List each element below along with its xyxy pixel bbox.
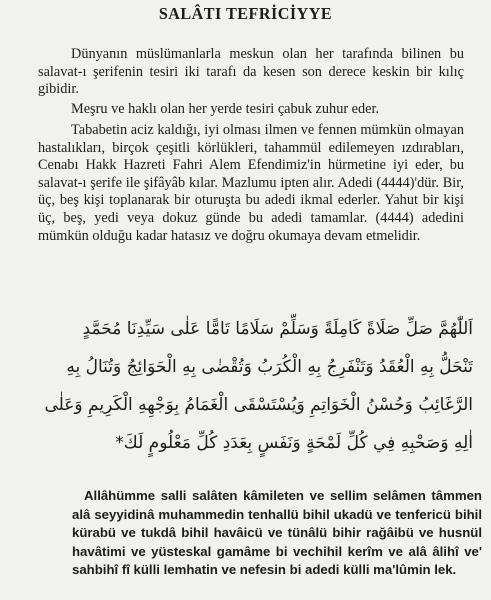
arabic-line: اَللّٰهُمَّ صَلِّ صَلَاةً كَامِلَةً وَسَلِّمْ سَلَامًا تَامًّا عَلٰى سَيِّدِنَا مُحَمَّدٍ <box>82 319 473 339</box>
arabic-line: الرَّغَائِبُ وَحُسْنُ الْخَوَاتِمِ وَيُسْتَسْقَى الْغَمَامُ بِوَجْهِهِ الْكَرِيمِ وَعَلٰى <box>44 395 473 415</box>
arabic-line: اٰلِهِ وَصَحْبِهِ فِي كُلِّ لَمْحَةٍ وَنَفَسٍ بِعَدَدِ كُلِّ مَعْلُومٍ لَكَ* <box>115 433 473 453</box>
arabic-line: تَنْحَلُّ بِهِ الْعُقَدُ وَتَنْفَرِجُ بِهِ الْكُرَبُ وَتُقْضٰى بِهِ الْحَوَائِجُ وَتُنَالُ بِهِ <box>66 357 473 377</box>
paragraph-effect: Meşru ve haklı olan her yerde tesiri çabuk zuhur eder. <box>71 101 380 117</box>
paragraph-intro: Dünyanın müslümanlarla meskun olan her tarafında bilinen bu salavat-ı şerifenin tesiri iki tarafı da kesen son derece keskin bir kılıç gibidir. <box>38 46 464 98</box>
transliteration-text: Allâhümme salli salâten kâmileten ve sellim selâmen tâmmen alâ seyyidinâ muhammedin tenhallü bihil ukadü ve tenfericü bihil kürabü ve tukdâ bihil havâicü ve tünâlü bihir rağâibü ve husnül havâtimi ve yüsteskal gamâme bi vechihil kerîm ve alâ âlihî ve' sahbihî fî külli lemhatin ve nefesin bi adedi külli ma'lûmin lek. <box>72 488 482 578</box>
arabic-prayer-text <box>28 310 473 462</box>
paragraph-usage: Tababetin aciz kaldığı, iyi olması ilmen ve fennen mümkün olmayan hastalıkları, birçok çeşitli körlükleri, tahammül edilemeyen ızdırabları, Cenabı Hakk Hazreti Fahri Alem Efendimiz'in hürmetine iyi eder, bu salavat-ı şerife ile şifâyâb kılar. Mazlumu ipten alır. Adedi (4444)'dür. Bir, üç, beş kişi toplanarak bir oturuşta bu adedi ikmal ederler. Yahut bir kişi üç, beş, yedi veya dokuz günde bu adedi tamamlar. (4444) adedini mümkün olduğu kadar hatasız ve doğru okumaya devam etmelidir. <box>38 122 464 244</box>
page-title: SALÂTI TEFRİCİYYE <box>158 4 333 23</box>
